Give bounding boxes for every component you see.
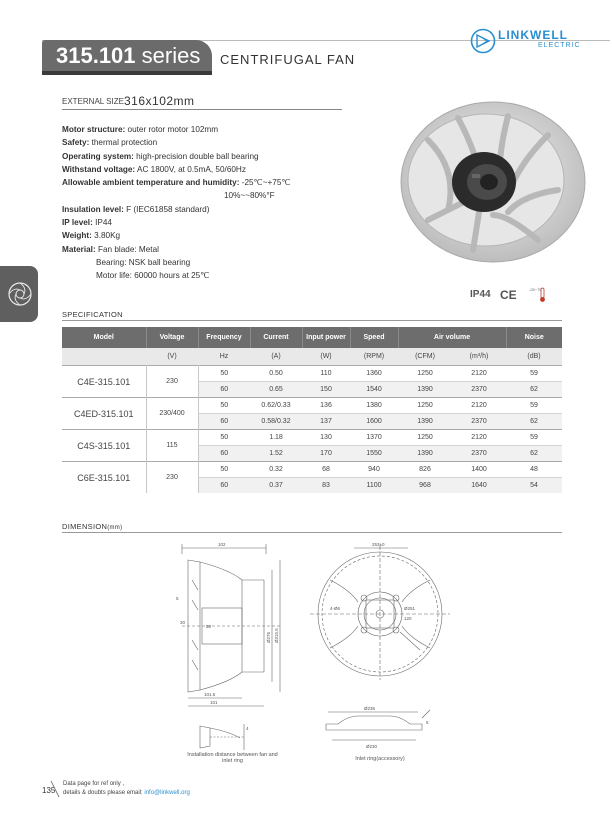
cell: 940 [350,462,398,478]
ip44-badge: IP44 [470,289,491,300]
cell: 62 [506,382,562,398]
cell: 1250 [398,366,452,382]
cell: 1600 [350,414,398,430]
dimension-rule [62,532,562,533]
cell: 0.37 [250,478,302,494]
cell: 1390 [398,446,452,462]
cell: 59 [506,430,562,446]
col-input-power: Input power [302,327,350,348]
cell: 968 [398,478,452,494]
brand-name: LINKWELL [498,28,568,42]
specification-rule [62,320,562,321]
installation-distance-caption: Installation distance between fan and inlet ring [187,752,278,764]
col-frequency: Frequency [198,327,250,348]
col-speed: Speed [350,327,398,348]
cell: 1.52 [250,446,302,462]
cell: 50 [198,398,250,414]
unit-cell: (CFM) [398,348,452,366]
cell: 59 [506,398,562,414]
linkwell-logo-icon [470,28,496,54]
feature-row: Safety: thermal protection [62,138,158,148]
cell: 60 [198,446,250,462]
cell: 2370 [452,446,506,462]
installation-distance-drawing [190,722,270,752]
cell: 1370 [350,430,398,446]
model-voltage: 230 [146,366,198,398]
cell: 48 [506,462,562,478]
external-size-rule [62,109,342,110]
svg-text:4: 4 [246,726,249,731]
model-voltage: 115 [146,430,198,462]
contact-email[interactable]: info@linkwell.org [144,790,190,796]
cell: 0.58/0.32 [250,414,302,430]
table-row [62,366,562,382]
front-view-drawing [300,540,460,680]
feature-row: Motor life: 60000 hours at 25℃ [96,271,210,281]
svg-text:Ø230: Ø230 [366,744,378,749]
svg-text:120: 120 [404,616,412,621]
cell: 2120 [452,398,506,414]
cell: 1380 [350,398,398,414]
feature-row: Motor structure: outer rotor motor 102mm [62,125,219,134]
cell: 1250 [398,430,452,446]
table-row [62,398,562,414]
series-title [42,40,212,72]
model-name: C4E-315.101 [62,366,146,398]
cell: 83 [302,478,350,494]
series-word: series [141,43,201,68]
svg-text:101.5: 101.5 [204,692,216,697]
inlet-ring-drawing [318,704,438,754]
cell: 2120 [452,366,506,382]
cell: 50 [198,430,250,446]
cell: 1550 [350,446,398,462]
cell: 50 [198,366,250,382]
side-view-drawing [170,540,290,720]
feature-row: Withstand voltage: AC 1800V, at 0.5mA, 50/60Hz [62,164,246,174]
page-number: 135 [42,786,56,795]
external-size-value: 316x102mm [124,94,195,108]
svg-text:-25~75: -25~75 [529,287,542,292]
col-air-volume: Air volume [398,327,506,348]
feature-row: Bearing: NSK ball bearing [96,257,191,267]
cell: 136 [302,398,350,414]
cell: 60 [198,414,250,430]
specification-title: SPECIFICATION [62,310,123,319]
cell: 54 [506,478,562,494]
cell: 1390 [398,414,452,430]
unit-cell: (A) [250,348,302,366]
feature-list [62,123,291,283]
cell: 826 [398,462,452,478]
model-name: C4ED-315.101 [62,398,146,430]
model-name: C4S-315.101 [62,430,146,462]
unit-cell: (W) [302,348,350,366]
col-noise: Noise [506,327,562,348]
unit-cell: (dB) [506,348,562,366]
cell: 1100 [350,478,398,494]
cell: 1360 [350,366,398,382]
col-model: Model [62,327,146,348]
cell: 1250 [398,398,452,414]
table-row [62,430,562,446]
ce-mark: CE [500,288,517,302]
feature-row: 10%~~80%°F [224,191,275,201]
inlet-ring-caption: Inlet ring(accessory) [355,756,405,762]
col-voltage: Voltage [146,327,198,348]
cell: 59 [506,366,562,382]
svg-text:30: 30 [180,620,186,625]
table-row [62,462,562,478]
svg-text:Ø315.5: Ø315.5 [274,628,279,643]
fan-product-image [388,100,588,270]
cell: 1400 [452,462,506,478]
cell: 170 [302,446,350,462]
cell: 0.32 [250,462,302,478]
feature-row: Material: Fan blade: Metal [62,244,159,254]
svg-text:5: 5 [426,720,429,725]
feature-row: IP level: IP44 [62,218,112,228]
cell: 2120 [452,430,506,446]
table-header-row [62,327,562,348]
dimension-title: DIMENSION(mm) [62,522,123,531]
cell: 110 [302,366,350,382]
unit-cell: (m³/h) [452,348,506,366]
feature-row: Operating system: high-precision double ball bearing [62,151,259,161]
cell: 1640 [452,478,506,494]
svg-text:5: 5 [176,596,179,601]
svg-text:Ø236: Ø236 [364,706,376,711]
cell: 130 [302,430,350,446]
specification-table [62,327,562,493]
svg-text:101: 101 [210,700,218,705]
model-name: C6E-315.101 [62,462,146,494]
cell: 62 [506,446,562,462]
col-current: Current [250,327,302,348]
external-size-label: EXTERNAL SIZE [62,97,124,106]
footer-slash [50,780,60,798]
thermometer-icon [528,285,552,303]
cell: 137 [302,414,350,430]
fan-outline-icon [0,266,38,322]
series-underline [42,71,212,75]
feature-row: Allowable ambient temperature and humidity: -25℃~+75℃ [62,178,291,188]
cell: 2370 [452,382,506,398]
cell: 0.62/0.33 [250,398,302,414]
cell: 0.50 [250,366,302,382]
cell: 150 [302,382,350,398]
cell: 2370 [452,414,506,430]
feature-row: Insulation level: F (IEC61858 standard) [62,204,210,214]
brand-subtitle: ELECTRIC [538,42,581,49]
table-units-row [62,348,562,366]
series-number: 315.101 [56,43,136,68]
svg-text:253±0: 253±0 [372,542,385,547]
svg-text:Ø251: Ø251 [404,606,416,611]
unit-cell: (RPM) [350,348,398,366]
cell: 1.18 [250,430,302,446]
unit-cell [62,348,146,366]
cell: 62 [506,414,562,430]
cell: 60 [198,478,250,494]
feature-row: Weight: 3.80Kg [62,231,121,241]
svg-text:4-Ø6: 4-Ø6 [330,606,341,611]
cell: 0.65 [250,382,302,398]
cell: 60 [198,382,250,398]
footer-note-line-1: Data page for ref only , [63,781,125,787]
cell: 1390 [398,382,452,398]
cell: 1540 [350,382,398,398]
footer-note-line-2: details & doubts please email: info@linkwell.org [63,790,190,796]
cell: 50 [198,462,250,478]
svg-text:58: 58 [206,624,212,629]
unit-cell: (V) [146,348,198,366]
model-voltage: 230 [146,462,198,494]
cell: 68 [302,462,350,478]
side-tab [0,266,38,322]
svg-text:Ø276: Ø276 [266,631,271,643]
svg-text:102: 102 [218,542,226,547]
model-voltage: 230/400 [146,398,198,430]
unit-cell: Hz [198,348,250,366]
product-type: CENTRIFUGAL FAN [220,52,356,67]
